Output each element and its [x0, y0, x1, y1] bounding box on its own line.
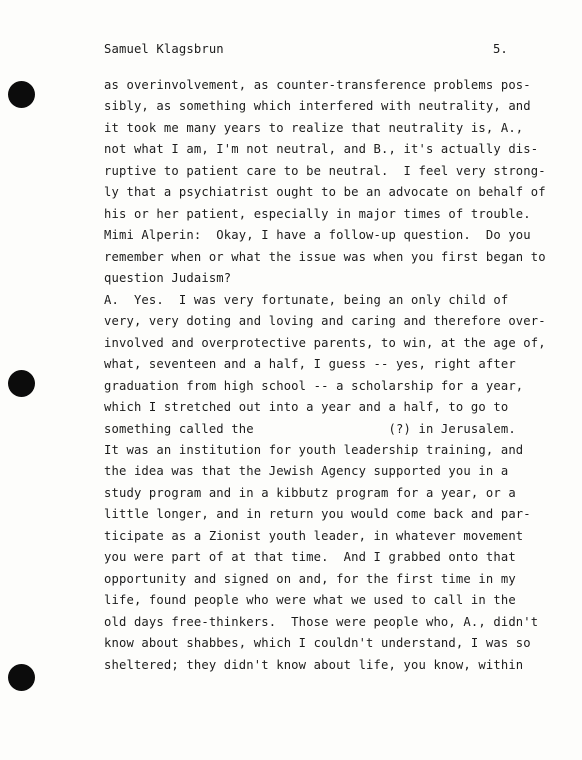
text-line: study program and in a kibbutz program for a year, or a: [104, 485, 516, 500]
text-line: life, found people who were what we used to call in the: [104, 593, 516, 608]
transcript-body: [104, 75, 546, 676]
text-line: as overinvolvement, as counter-transference problems pos-: [104, 78, 531, 92]
text-line: very, very doting and loving and caring and therefore over-: [104, 314, 546, 329]
text-line: ly that a psychiatrist ought to be an advocate on behalf of: [104, 185, 546, 200]
text-line: you were part of at that time. And I grabbed onto that: [104, 550, 516, 565]
text-line: A. Yes. I was very fortunate, being an only child of: [104, 292, 509, 307]
text-line: question Judaism?: [104, 271, 232, 286]
text-line: what, seventeen and a half, I guess -- yes, right after: [104, 357, 516, 372]
text-line: the idea was that the Jewish Agency supported you in a: [104, 464, 509, 479]
text-line: remember when or what the issue was when you first began to: [104, 249, 546, 264]
header-name: Samuel Klagsbrun: [104, 42, 224, 56]
text-line: not what I am, I'm not neutral, and B., it's actually dis-: [104, 142, 539, 157]
page-number: 5.: [493, 42, 508, 56]
text-line: old days free-thinkers. Those were people who, A., didn't: [104, 614, 539, 629]
text-line: Mimi Alperin: Okay, I have a follow-up question. Do you: [104, 228, 531, 243]
text-line: sheltered; they didn't know about life, you know, within: [104, 657, 524, 672]
text-line: opportunity and signed on and, for the first time in my: [104, 571, 516, 586]
text-line: ruptive to patient care to be neutral. I feel very strong-: [104, 163, 546, 178]
text-line: know about shabbes, which I couldn't understand, I was so: [104, 636, 531, 651]
text-line: his or her patient, especially in major times of trouble.: [104, 206, 531, 221]
text-line: which I stretched out into a year and a half, to go to: [104, 400, 509, 415]
text-line: sibly, as something which interfered with neutrality, and: [104, 99, 531, 114]
text-line: ticipate as a Zionist youth leader, in whatever movement: [104, 528, 524, 543]
text-line: little longer, and in return you would come back and par-: [104, 507, 531, 522]
binder-hole-middle: [8, 370, 35, 397]
text-line: it took me many years to realize that neutrality is, A.,: [104, 120, 524, 135]
text-line: involved and overprotective parents, to win, at the age of,: [104, 335, 546, 350]
text-line: It was an institution for youth leadership training, and: [104, 442, 524, 457]
binder-hole-top: [8, 81, 35, 108]
text-line: graduation from high school -- a scholarship for a year,: [104, 378, 524, 393]
text-line: something called the (?) in Jerusalem.: [104, 421, 516, 436]
binder-hole-bottom: [8, 664, 35, 691]
